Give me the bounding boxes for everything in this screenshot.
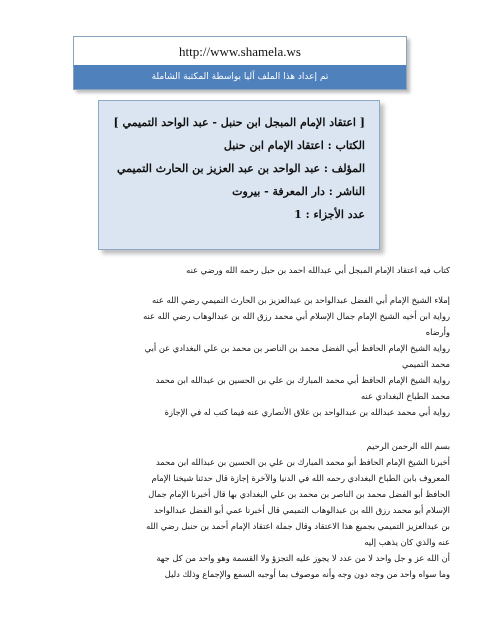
paragraph-narration-2b: محمد التميمي	[402, 359, 450, 369]
paragraph-narration-2a: رواية الشيخ الإمام الحافظ أبي الفضل محمد بن الناصر بن محمد بن علي البغدادي عن أبي	[144, 343, 450, 353]
body-section-1	[30, 262, 450, 278]
paragraph-chain-b: المعروف بابن الطباخ البغدادي رحمه الله في الدنيا والآخرة إجازة قال حدثنا شيخنا الإمام	[151, 473, 450, 483]
paragraph-basmala: بسم الله الرحمن الرحيم	[366, 441, 450, 451]
source-header-box	[73, 36, 407, 90]
paragraph-dictation: إملاء الشيخ الإمام أبي الفضل عبدالواحد بن عبدالعزيز بن الحارث التميمي رضي الله عنه	[151, 295, 450, 305]
paragraph-narration-1b: وأرضاه	[425, 327, 450, 337]
source-url[interactable]: http://www.shamela.ws	[179, 44, 301, 59]
paragraph-narration-1a: رواية ابن أخيه الشيخ الإمام جمال الإسلام أبي محمد رزق الله بن عبدالوهاب رضي الله عنه	[143, 311, 450, 321]
paragraph-chain-f: عنه والذي كان يذهب إليه	[364, 537, 450, 547]
generated-note-band: تم إعداد هذا الملف آليا بواسطة المكتبة الشاملة	[74, 65, 406, 89]
book-name-line: الكتاب : اعتقاد الإمام ابن حنبل	[223, 139, 365, 152]
paragraph-chain-d: الإسلام أبو محمد رزق الله بن عبدالوهاب التميمي قال أخبرنا عمي أبو الفضل عبدالواحد	[154, 505, 450, 515]
publisher-line: الناشر : دار المعرفة - بيروت	[232, 185, 365, 198]
paragraph-narration-4: رواية أبي محمد عبدالله بن عبدالواحد بن علاق الأنصاري عنه فيما كتب له في الإجازة	[164, 407, 450, 417]
book-title-line: [ اعتقاد الإمام المبجل ابن حنبل - عبد الواحد التميمي ]	[113, 116, 365, 129]
paragraph-creed-a: أن الله عز و جل واحد لا من عدد لا يجوز عليه التجزؤ ولا القسمة وهو واحد من كل جهة	[156, 553, 450, 563]
paragraph-chain-c: الحافظ أبو الفضل محمد بن الناصر بن محمد بن علي البغدادي بها قال أخبرنا الإمام جمال	[148, 489, 450, 499]
paragraph-narration-3a: رواية الشيخ الإمام الحافظ أبي محمد المبارك بن علي بن الحسين بن عبدالله ابن محمد	[155, 375, 450, 385]
paragraph-book-intro: كتاب فيه اعتقاد الإمام المبجل أبي عبدالله احمد بن حبل رحمه الله ورضي عنه	[186, 265, 450, 275]
book-info-box	[98, 100, 380, 250]
author-line: المؤلف : عبد الواحد بن عبد العزيز بن الحارث التميمي	[117, 162, 365, 175]
paragraph-creed-b: وما سواه واحد من وجه دون وجه وأنه موصوف بما أوجبه السمع والإجماع وذلك دليل	[164, 569, 450, 579]
parts-count-line: عدد الأجزاء : 1	[294, 208, 365, 221]
paragraph-chain-e: بن عبدالعزيز التميمي بجميع هذا الاعتقاد وقال جملة اعتقاد الإمام أحمد بن حنبل رضي الله	[146, 521, 450, 531]
paragraph-narration-3b: محمد الطباخ البغدادي عنه	[361, 391, 450, 401]
body-section-2	[30, 292, 450, 420]
paragraph-chain-a: أخبرنا الشيخ الإمام الحافظ أبو محمد المبارك بن علي بن الحسين بن عبدالله ابن محمد	[155, 457, 450, 467]
body-section-3	[30, 438, 450, 582]
